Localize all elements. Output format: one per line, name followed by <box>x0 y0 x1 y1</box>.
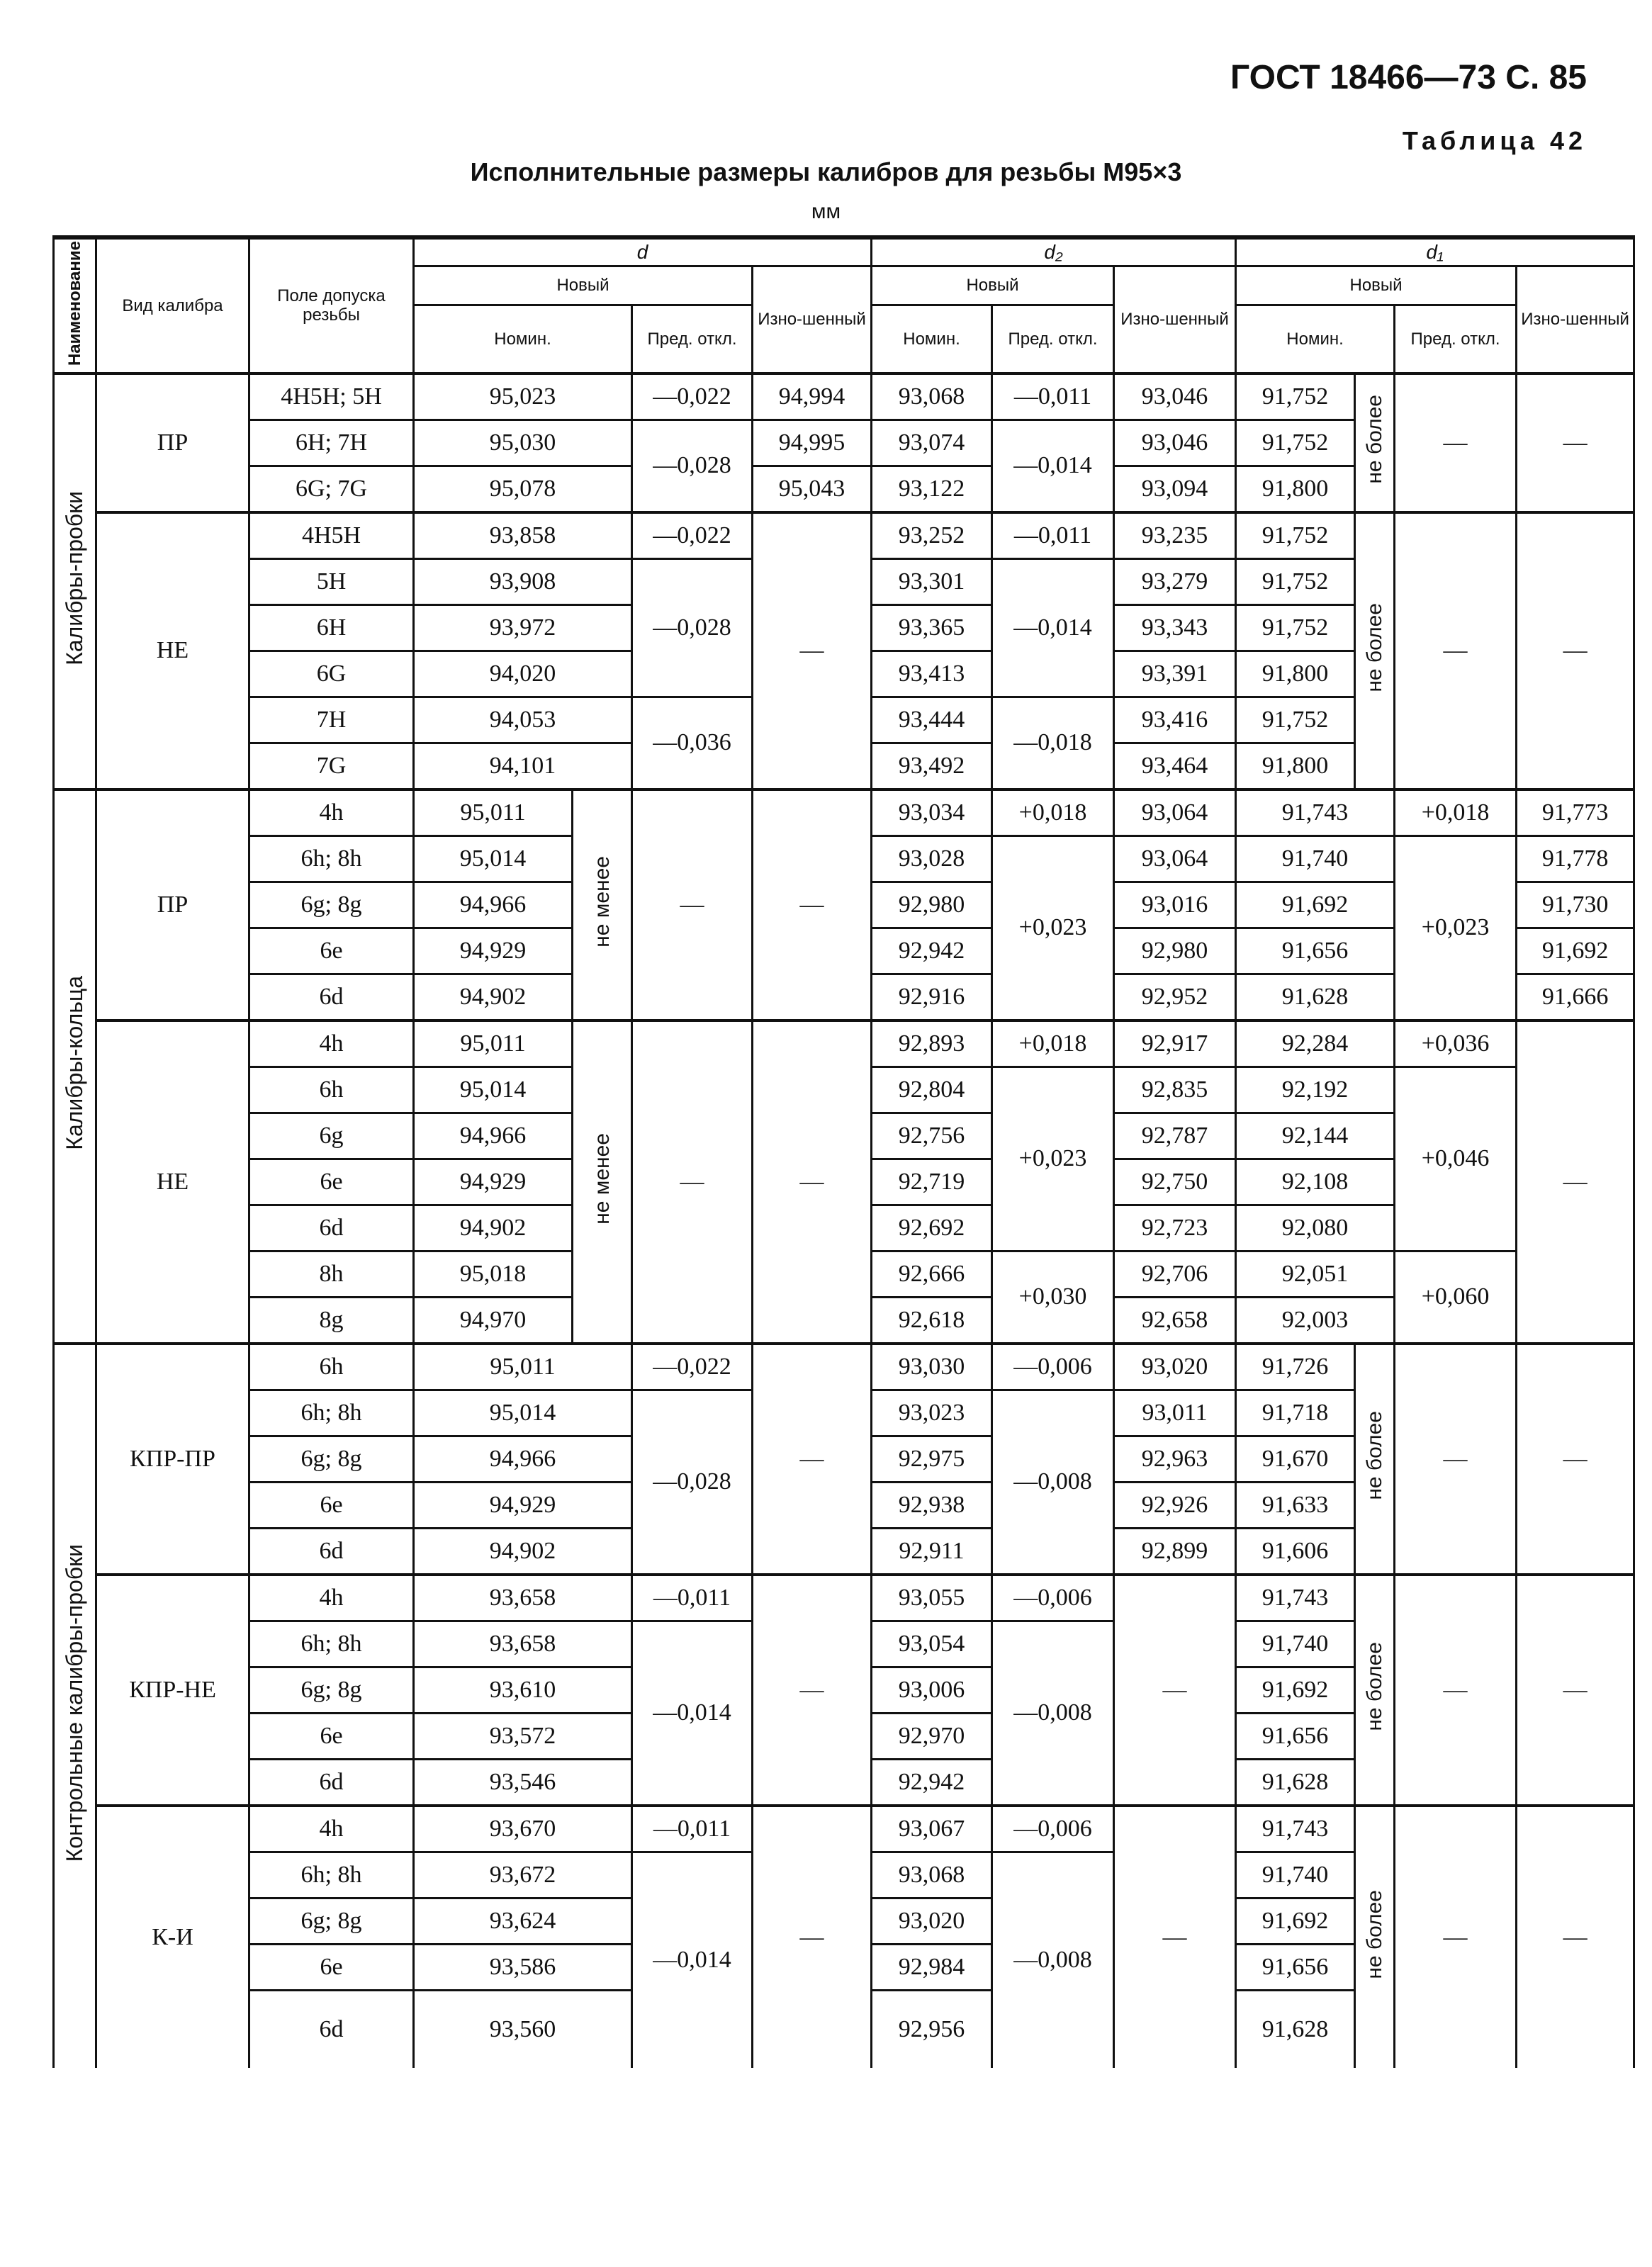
value-cell: 92,942 <box>872 928 992 974</box>
tolerance-cell: 6h; 8h <box>249 1852 414 1898</box>
value-cell: 93,572 <box>414 1713 632 1759</box>
value-cell: 91,628 <box>1236 1759 1355 1806</box>
tolerance-cell: 8g <box>249 1297 414 1344</box>
tolerance-cell: 6e <box>249 1159 414 1205</box>
value-cell: +0,018 <box>992 1020 1114 1067</box>
tolerance-cell: 7H <box>249 697 414 743</box>
d1-new-header: Новый <box>1236 266 1517 305</box>
note-cell: не более <box>1355 1575 1395 1806</box>
table-row <box>54 1020 1634 1067</box>
value-cell: 94,970 <box>414 1297 573 1344</box>
value-cell: —0,006 <box>992 1344 1114 1390</box>
value-cell: 93,122 <box>872 466 992 512</box>
dash-cell: — <box>1517 1344 1634 1575</box>
value-cell: 93,094 <box>1114 466 1236 512</box>
value-cell: 92,719 <box>872 1159 992 1205</box>
value-cell: 93,416 <box>1114 697 1236 743</box>
table-caption: Исполнительные размеры калибров для резьбы М95×3 <box>470 157 1182 186</box>
value-cell: 93,972 <box>414 604 632 651</box>
value-cell: —0,036 <box>632 697 753 789</box>
value-cell: 92,975 <box>872 1436 992 1482</box>
value-cell: 93,252 <box>872 512 992 559</box>
value-cell: 93,444 <box>872 697 992 743</box>
value-cell: 93,672 <box>414 1852 632 1898</box>
tolerance-cell: 4h <box>249 1020 414 1067</box>
col-kind-header: Вид калибра <box>96 237 249 373</box>
value-cell: 94,929 <box>414 1482 632 1528</box>
value-cell: 94,929 <box>414 928 573 974</box>
tolerance-cell: 6h; 8h <box>249 1621 414 1667</box>
value-cell: 94,929 <box>414 1159 573 1205</box>
tolerance-cell: 6g; 8g <box>249 882 414 928</box>
tolerance-cell: 6g; 8g <box>249 1898 414 1944</box>
value-cell: 93,658 <box>414 1575 632 1621</box>
value-cell: 92,618 <box>872 1297 992 1344</box>
value-cell: —0,014 <box>632 1621 753 1806</box>
tolerance-cell: 6g; 8g <box>249 1667 414 1713</box>
value-cell: 93,046 <box>1114 420 1236 466</box>
tolerance-cell: 6e <box>249 1944 414 1990</box>
col-d-header: d <box>414 237 872 266</box>
value-cell: 95,014 <box>414 836 573 882</box>
value-cell: 95,023 <box>414 373 632 420</box>
value-cell: 92,787 <box>1114 1113 1236 1159</box>
value-cell: —0,006 <box>992 1806 1114 1852</box>
d2-deviation-header: Пред. откл. <box>992 305 1114 373</box>
value-cell: 92,144 <box>1236 1113 1395 1159</box>
dash-cell: — <box>1114 1806 1236 2069</box>
d-worn-header: Изно-шенный <box>753 266 872 373</box>
value-cell: 93,068 <box>872 373 992 420</box>
value-cell: 92,899 <box>1114 1528 1236 1575</box>
value-cell: 92,108 <box>1236 1159 1395 1205</box>
value-cell: 93,020 <box>872 1898 992 1944</box>
tolerance-cell: 6h; 8h <box>249 1390 414 1436</box>
value-cell: 92,984 <box>872 1944 992 1990</box>
value-cell: 93,301 <box>872 558 992 604</box>
note-cell: не более <box>1355 512 1395 789</box>
kind-cell: ПР <box>96 789 249 1020</box>
value-cell: 92,756 <box>872 1113 992 1159</box>
table-number: Таблица 42 <box>1402 126 1587 155</box>
gauge-dimensions-table <box>52 235 1635 2068</box>
tolerance-cell: 6h <box>249 1344 414 1390</box>
d2-nominal-header: Номин. <box>872 305 992 373</box>
tolerance-cell: 4H5H; 5H <box>249 373 414 420</box>
value-cell: 92,003 <box>1236 1297 1395 1344</box>
value-cell: 91,773 <box>1517 789 1634 836</box>
value-cell: 93,011 <box>1114 1390 1236 1436</box>
value-cell: —0,022 <box>632 512 753 559</box>
note-cell: не более <box>1355 1806 1395 2069</box>
value-cell: 93,586 <box>414 1944 632 1990</box>
col-d1-header: d₁ <box>1236 237 1634 266</box>
value-cell: 91,656 <box>1236 1713 1355 1759</box>
d1-worn-header: Изно-шенный <box>1517 266 1634 373</box>
value-cell: 92,706 <box>1114 1251 1236 1297</box>
value-cell: 92,926 <box>1114 1482 1236 1528</box>
value-cell: 91,633 <box>1236 1482 1355 1528</box>
table-row <box>54 1575 1634 1621</box>
value-cell: —0,008 <box>992 1852 1114 2068</box>
value-cell: 94,966 <box>414 882 573 928</box>
value-cell: 93,064 <box>1114 789 1236 836</box>
value-cell: —0,006 <box>992 1575 1114 1621</box>
value-cell: 91,628 <box>1236 1990 1355 2068</box>
value-cell: —0,011 <box>992 512 1114 559</box>
d-nominal-header: Номин. <box>414 305 632 373</box>
tolerance-cell: 4h <box>249 789 414 836</box>
tolerance-cell: 7G <box>249 743 414 789</box>
value-cell: —0,011 <box>992 373 1114 420</box>
tolerance-cell: 6g; 8g <box>249 1436 414 1482</box>
value-cell: 93,064 <box>1114 836 1236 882</box>
value-cell: —0,028 <box>632 558 753 697</box>
value-cell: 92,080 <box>1236 1205 1395 1251</box>
value-cell: 92,980 <box>872 882 992 928</box>
value-cell: 91,606 <box>1236 1528 1355 1575</box>
value-cell: 92,942 <box>872 1759 992 1806</box>
value-cell: 92,835 <box>1114 1067 1236 1113</box>
value-cell: +0,030 <box>992 1251 1114 1344</box>
d2-worn-header: Изно-шенный <box>1114 266 1236 373</box>
value-cell: —0,022 <box>632 1344 753 1390</box>
value-cell: 95,030 <box>414 420 632 466</box>
value-cell: 93,858 <box>414 512 632 559</box>
table-row <box>54 789 1634 836</box>
value-cell: 92,692 <box>872 1205 992 1251</box>
value-cell: 92,804 <box>872 1067 992 1113</box>
value-cell: 92,658 <box>1114 1297 1236 1344</box>
value-cell: 95,011 <box>414 1344 632 1390</box>
value-cell: 93,279 <box>1114 558 1236 604</box>
value-cell: 91,752 <box>1236 604 1355 651</box>
value-cell: 95,018 <box>414 1251 573 1297</box>
value-cell: 95,014 <box>414 1067 573 1113</box>
value-cell: 91,740 <box>1236 836 1395 882</box>
value-cell: 93,670 <box>414 1806 632 1852</box>
value-cell: —0,008 <box>992 1621 1114 1806</box>
dash-cell: — <box>632 789 753 1020</box>
value-cell: 91,628 <box>1236 974 1395 1020</box>
tolerance-cell: 6d <box>249 1990 414 2068</box>
value-cell: 93,030 <box>872 1344 992 1390</box>
value-cell: 91,656 <box>1236 1944 1355 1990</box>
value-cell: 92,956 <box>872 1990 992 2068</box>
value-cell: 92,666 <box>872 1251 992 1297</box>
dash-cell: — <box>1517 1806 1634 2069</box>
value-cell: +0,023 <box>1395 836 1517 1020</box>
value-cell: 93,020 <box>1114 1344 1236 1390</box>
value-cell: 91,752 <box>1236 697 1355 743</box>
value-cell: 91,743 <box>1236 789 1395 836</box>
unit-label: мм <box>811 200 841 223</box>
value-cell: 94,966 <box>414 1113 573 1159</box>
value-cell: 94,053 <box>414 697 632 743</box>
d-new-header: Новый <box>414 266 753 305</box>
dash-cell: — <box>753 1806 872 2069</box>
value-cell: 93,055 <box>872 1575 992 1621</box>
dash-cell: — <box>1517 512 1634 789</box>
value-cell: —0,011 <box>632 1575 753 1621</box>
value-cell: 91,800 <box>1236 466 1355 512</box>
value-cell: 95,078 <box>414 466 632 512</box>
col-d2-header: d₂ <box>872 237 1236 266</box>
value-cell: +0,036 <box>1395 1020 1517 1067</box>
table-row <box>54 373 1634 420</box>
value-cell: +0,023 <box>992 836 1114 1020</box>
value-cell: —0,022 <box>632 373 753 420</box>
value-cell: 91,726 <box>1236 1344 1355 1390</box>
value-cell: —0,014 <box>632 1852 753 2068</box>
dash-cell: — <box>1517 1020 1634 1344</box>
value-cell: 91,656 <box>1236 928 1395 974</box>
value-cell: 91,692 <box>1236 882 1395 928</box>
value-cell: —0,028 <box>632 420 753 512</box>
value-cell: 94,020 <box>414 651 632 697</box>
group-label-rings: Калибры-кольца <box>54 789 96 1344</box>
value-cell: 92,980 <box>1114 928 1236 974</box>
value-cell: 92,970 <box>872 1713 992 1759</box>
value-cell: 93,074 <box>872 420 992 466</box>
value-cell: —0,008 <box>992 1390 1114 1575</box>
group-label-plugs: Калибры-пробки <box>54 373 96 789</box>
dash-cell: — <box>1395 1806 1517 2069</box>
tolerance-cell: 6d <box>249 974 414 1020</box>
tolerance-cell: 8h <box>249 1251 414 1297</box>
tolerance-cell: 6G; 7G <box>249 466 414 512</box>
value-cell: 92,917 <box>1114 1020 1236 1067</box>
value-cell: 91,778 <box>1517 836 1634 882</box>
dash-cell: — <box>1517 373 1634 512</box>
value-cell: 91,692 <box>1236 1667 1355 1713</box>
value-cell: 93,046 <box>1114 373 1236 420</box>
value-cell: 94,902 <box>414 974 573 1020</box>
tolerance-cell: 6h; 8h <box>249 836 414 882</box>
value-cell: 92,192 <box>1236 1067 1395 1113</box>
value-cell: 93,560 <box>414 1990 632 2068</box>
value-cell: 93,235 <box>1114 512 1236 559</box>
value-cell: 95,014 <box>414 1390 632 1436</box>
group-label-control: Контрольные калибры-пробки <box>54 1344 96 2069</box>
value-cell: 93,610 <box>414 1667 632 1713</box>
value-cell: +0,018 <box>1395 789 1517 836</box>
kind-cell: КПР-НЕ <box>96 1575 249 1806</box>
value-cell: 92,916 <box>872 974 992 1020</box>
tolerance-cell: 6e <box>249 1713 414 1759</box>
value-cell: 93,006 <box>872 1667 992 1713</box>
tolerance-cell: 5H <box>249 558 414 604</box>
value-cell: +0,018 <box>992 789 1114 836</box>
table-row <box>54 1344 1634 1390</box>
value-cell: +0,060 <box>1395 1251 1517 1344</box>
value-cell: 91,666 <box>1517 974 1634 1020</box>
value-cell: 91,670 <box>1236 1436 1355 1482</box>
dash-cell: — <box>1395 373 1517 512</box>
value-cell: 93,067 <box>872 1806 992 1852</box>
value-cell: 91,752 <box>1236 512 1355 559</box>
value-cell: 93,492 <box>872 743 992 789</box>
value-cell: —0,011 <box>632 1806 753 1852</box>
tolerance-cell: 6G <box>249 651 414 697</box>
note-cell: не более <box>1355 1344 1395 1575</box>
value-cell: 92,051 <box>1236 1251 1395 1297</box>
value-cell: 93,464 <box>1114 743 1236 789</box>
page-header: ГОСТ 18466—73 С. 85 <box>1230 59 1587 96</box>
value-cell: 93,546 <box>414 1759 632 1806</box>
tolerance-cell: 4h <box>249 1806 414 1852</box>
value-cell: —0,014 <box>992 558 1114 697</box>
dash-cell: — <box>753 789 872 1020</box>
value-cell: 92,723 <box>1114 1205 1236 1251</box>
value-cell: 93,343 <box>1114 604 1236 651</box>
value-cell: 91,730 <box>1517 882 1634 928</box>
value-cell: 92,893 <box>872 1020 992 1067</box>
value-cell: 95,043 <box>753 466 872 512</box>
note-cell: не более <box>1355 373 1395 512</box>
tolerance-cell: 6d <box>249 1528 414 1575</box>
value-cell: 91,743 <box>1236 1575 1355 1621</box>
kind-cell: КПР-ПР <box>96 1344 249 1575</box>
tolerance-cell: 6e <box>249 928 414 974</box>
value-cell: 91,752 <box>1236 420 1355 466</box>
kind-cell: К-И <box>96 1806 249 2069</box>
dash-cell: — <box>753 1344 872 1575</box>
value-cell: 91,692 <box>1236 1898 1355 1944</box>
tolerance-cell: 6e <box>249 1482 414 1528</box>
value-cell: —0,014 <box>992 420 1114 512</box>
value-cell: 92,952 <box>1114 974 1236 1020</box>
value-cell: 91,718 <box>1236 1390 1355 1436</box>
value-cell: +0,023 <box>992 1067 1114 1251</box>
tolerance-cell: 6H <box>249 604 414 651</box>
value-cell: 94,994 <box>753 373 872 420</box>
value-cell: 93,034 <box>872 789 992 836</box>
tolerance-cell: 6H; 7H <box>249 420 414 466</box>
value-cell: 93,624 <box>414 1898 632 1944</box>
value-cell: 91,743 <box>1236 1806 1355 1852</box>
dash-cell: — <box>753 1575 872 1806</box>
col-tolerance-header: Поле допуска резьбы <box>249 237 414 373</box>
tolerance-cell: 6h <box>249 1067 414 1113</box>
table-row <box>54 1806 1634 1852</box>
dash-cell: — <box>1517 1575 1634 1806</box>
note-cell: не менее <box>573 789 632 1020</box>
dash-cell: — <box>632 1020 753 1344</box>
kind-cell: НЕ <box>96 512 249 789</box>
value-cell: 94,995 <box>753 420 872 466</box>
value-cell: +0,046 <box>1395 1067 1517 1251</box>
d2-new-header: Новый <box>872 266 1114 305</box>
value-cell: 92,284 <box>1236 1020 1395 1067</box>
value-cell: 91,740 <box>1236 1621 1355 1667</box>
tolerance-cell: 4h <box>249 1575 414 1621</box>
dash-cell: — <box>1395 512 1517 789</box>
value-cell: 92,911 <box>872 1528 992 1575</box>
note-cell: не менее <box>573 1020 632 1344</box>
dash-cell: — <box>1114 1575 1236 1806</box>
value-cell: 91,800 <box>1236 743 1355 789</box>
tolerance-cell: 6g <box>249 1113 414 1159</box>
dash-cell: — <box>1395 1575 1517 1806</box>
value-cell: 93,658 <box>414 1621 632 1667</box>
value-cell: 92,938 <box>872 1482 992 1528</box>
value-cell: 92,750 <box>1114 1159 1236 1205</box>
value-cell: 95,011 <box>414 1020 573 1067</box>
value-cell: 93,023 <box>872 1390 992 1436</box>
value-cell: —0,018 <box>992 697 1114 789</box>
value-cell: 95,011 <box>414 789 573 836</box>
value-cell: —0,028 <box>632 1390 753 1575</box>
value-cell: 93,413 <box>872 651 992 697</box>
value-cell: 94,902 <box>414 1528 632 1575</box>
value-cell: 93,391 <box>1114 651 1236 697</box>
kind-cell: ПР <box>96 373 249 512</box>
tolerance-cell: 6d <box>249 1205 414 1251</box>
value-cell: 91,752 <box>1236 373 1355 420</box>
value-cell: 91,692 <box>1517 928 1634 974</box>
d1-nominal-header: Номин. <box>1236 305 1395 373</box>
value-cell: 93,068 <box>872 1852 992 1898</box>
value-cell: 94,101 <box>414 743 632 789</box>
value-cell: 93,028 <box>872 836 992 882</box>
value-cell: 94,966 <box>414 1436 632 1482</box>
tolerance-cell: 4H5H <box>249 512 414 559</box>
tolerance-cell: 6d <box>249 1759 414 1806</box>
col-name-header: Наименование <box>54 237 96 373</box>
table-row <box>54 512 1634 559</box>
dash-cell: — <box>753 512 872 789</box>
dash-cell: — <box>753 1020 872 1344</box>
kind-cell: НЕ <box>96 1020 249 1344</box>
d1-deviation-header: Пред. откл. <box>1395 305 1517 373</box>
d-deviation-header: Пред. откл. <box>632 305 753 373</box>
value-cell: 91,800 <box>1236 651 1355 697</box>
value-cell: 92,963 <box>1114 1436 1236 1482</box>
value-cell: 93,908 <box>414 558 632 604</box>
value-cell: 91,740 <box>1236 1852 1355 1898</box>
dash-cell: — <box>1395 1344 1517 1575</box>
value-cell: 94,902 <box>414 1205 573 1251</box>
value-cell: 91,752 <box>1236 558 1355 604</box>
value-cell: 93,054 <box>872 1621 992 1667</box>
value-cell: 93,016 <box>1114 882 1236 928</box>
value-cell: 93,365 <box>872 604 992 651</box>
